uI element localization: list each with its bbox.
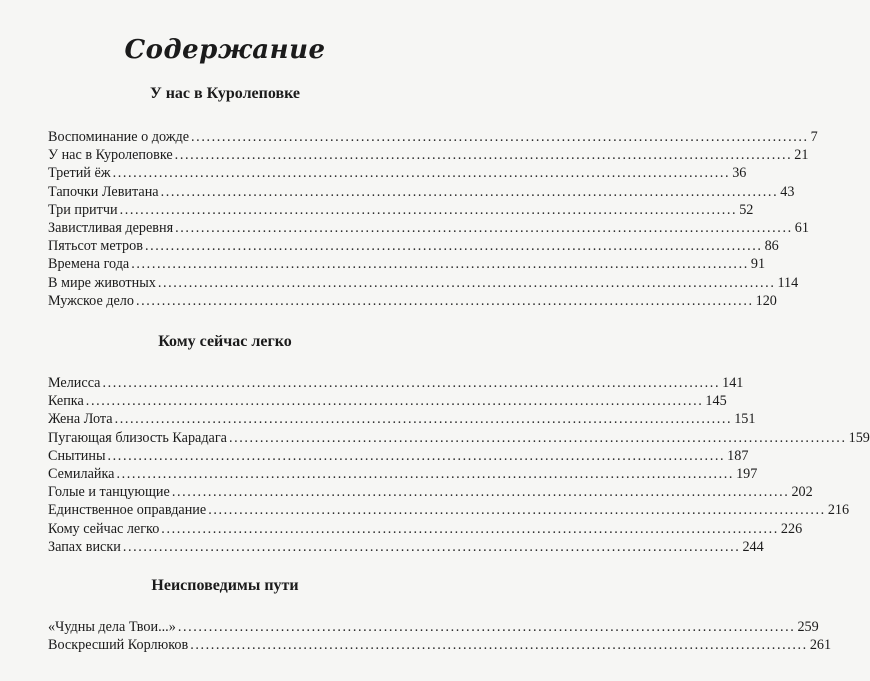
entry-page: 91: [750, 256, 766, 273]
entry-title: Пугающая близость Карадага: [48, 429, 227, 446]
entry-page: 21: [794, 147, 809, 164]
toc-entry[interactable]: [48, 201, 754, 219]
entry-title: Кому сейчас легко: [48, 520, 160, 537]
entry-title: Голые и танцующие: [48, 484, 170, 501]
section-3: [48, 574, 832, 654]
entry-title: Воспоминание о дожде: [48, 129, 190, 145]
toc-entry[interactable]: [48, 501, 850, 519]
entry-title: Кепка: [48, 393, 84, 410]
toc-entry[interactable]: [48, 183, 795, 201]
dot-leader: ........................................................................................................................: [102, 375, 721, 391]
title-wrap: [0, 24, 450, 70]
entry-page: 61: [794, 219, 809, 236]
entry-title: Жена Лота: [48, 411, 113, 428]
toc-entry[interactable]: [48, 128, 818, 146]
entry-title: Пятьсот метров: [48, 238, 143, 255]
dot-leader: ........................................................................................................................: [144, 238, 763, 255]
toc-entry[interactable]: [48, 255, 766, 273]
toc-entry[interactable]: [48, 636, 832, 654]
entry-page: 202: [791, 484, 813, 501]
dot-leader: ........................................................................................................................: [135, 292, 754, 309]
toc-entry[interactable]: [48, 410, 756, 428]
dot-leader: ........................................................................................................................: [131, 256, 749, 273]
dot-leader: ........................................................................................................................: [208, 502, 826, 519]
entry-page: 120: [755, 292, 777, 309]
entry-title: Тапочки Левитана: [48, 183, 159, 200]
toc-entry[interactable]: [48, 274, 799, 292]
dot-leader: ........................................................................................................................: [160, 183, 779, 200]
toc-entry[interactable]: [48, 447, 749, 465]
entry-page: 159: [848, 429, 870, 446]
entry-title: Завистливая деревня: [48, 219, 174, 236]
entry-page: 151: [734, 411, 756, 428]
entry-page: 52: [739, 201, 754, 218]
entry-page: 114: [777, 274, 799, 291]
page-title: Содержание: [124, 35, 326, 65]
toc-entry[interactable]: [48, 483, 813, 501]
entry-title: Семилайка: [48, 465, 115, 482]
entry-page: 197: [736, 465, 758, 482]
entry-title: Три притчи: [48, 201, 118, 218]
entry-page: 36: [732, 165, 747, 182]
entry-page: 145: [705, 393, 727, 410]
entry-page: 261: [809, 637, 832, 654]
dot-leader: ........................................................................................................................: [85, 393, 704, 410]
entry-title: Воскресший Корлюков: [48, 637, 189, 654]
toc-entry[interactable]: [48, 292, 777, 310]
entry-title: Запах виски: [48, 538, 121, 555]
dot-leader: ........................................................................................................................: [161, 520, 779, 537]
entry-title: «Чудны дела Твои...»: [48, 619, 176, 635]
dot-leader: ........................................................................................................................: [175, 219, 793, 236]
toc-list: [48, 374, 870, 556]
dot-leader: ........................................................................................................................: [190, 637, 808, 654]
toc-entry[interactable]: [48, 237, 779, 255]
section-title: У нас в Куролеповке: [149, 85, 301, 102]
dot-leader: ........................................................................................................................: [119, 201, 738, 218]
entry-page: 259: [797, 619, 819, 635]
entry-title: В мире животных: [48, 274, 156, 291]
dot-leader: ........................................................................................................................: [107, 447, 726, 464]
entry-page: 244: [742, 538, 764, 555]
toc-entry[interactable]: [48, 146, 809, 164]
toc-entry[interactable]: [48, 618, 819, 636]
toc-entry[interactable]: [48, 429, 870, 447]
toc-entry[interactable]: [48, 520, 803, 538]
entry-title: Времена года: [48, 256, 130, 273]
toc-entry[interactable]: [48, 374, 744, 392]
entry-title: Снытины: [48, 447, 106, 464]
dot-leader: ........................................................................................................................: [157, 274, 776, 291]
dot-leader: ........................................................................................................................: [171, 484, 790, 501]
dot-leader: ........................................................................................................................: [112, 165, 731, 182]
dot-leader: ........................................................................................................................: [228, 429, 847, 446]
dot-leader: ........................................................................................................................: [174, 147, 793, 164]
entry-page: 43: [780, 183, 795, 200]
toc-entry[interactable]: [48, 538, 764, 556]
entry-page: 216: [827, 502, 850, 519]
entry-page: 141: [722, 375, 744, 391]
toc-entry[interactable]: [48, 392, 727, 410]
dot-leader: ........................................................................................................................: [122, 538, 741, 555]
dot-leader: ........................................................................................................................: [116, 465, 735, 482]
dot-leader: ........................................................................................................................: [191, 129, 809, 145]
toc-list: [48, 618, 832, 654]
dot-leader: ........................................................................................................................: [177, 619, 796, 635]
section-1: [48, 82, 818, 310]
toc-list: [48, 128, 818, 310]
toc-entry[interactable]: [48, 219, 809, 237]
entry-title: Мелисса: [48, 375, 101, 391]
entry-title: У нас в Куролеповке: [48, 147, 173, 164]
section-title: Неисповедимы пути: [151, 577, 299, 594]
entry-title: Единственное оправдание: [48, 502, 207, 519]
entry-title: Третий ёж: [48, 165, 111, 182]
dot-leader: ........................................................................................................................: [114, 411, 733, 428]
toc-entry[interactable]: [48, 164, 747, 182]
entry-title: Мужское дело: [48, 292, 134, 309]
entry-page: 187: [727, 447, 749, 464]
entry-page: 7: [810, 129, 818, 145]
entry-page: 226: [780, 520, 803, 537]
entry-page: 86: [764, 238, 779, 255]
section-title: Кому сейчас легко: [158, 333, 292, 350]
section-2: [48, 330, 870, 556]
toc-entry[interactable]: [48, 465, 758, 483]
